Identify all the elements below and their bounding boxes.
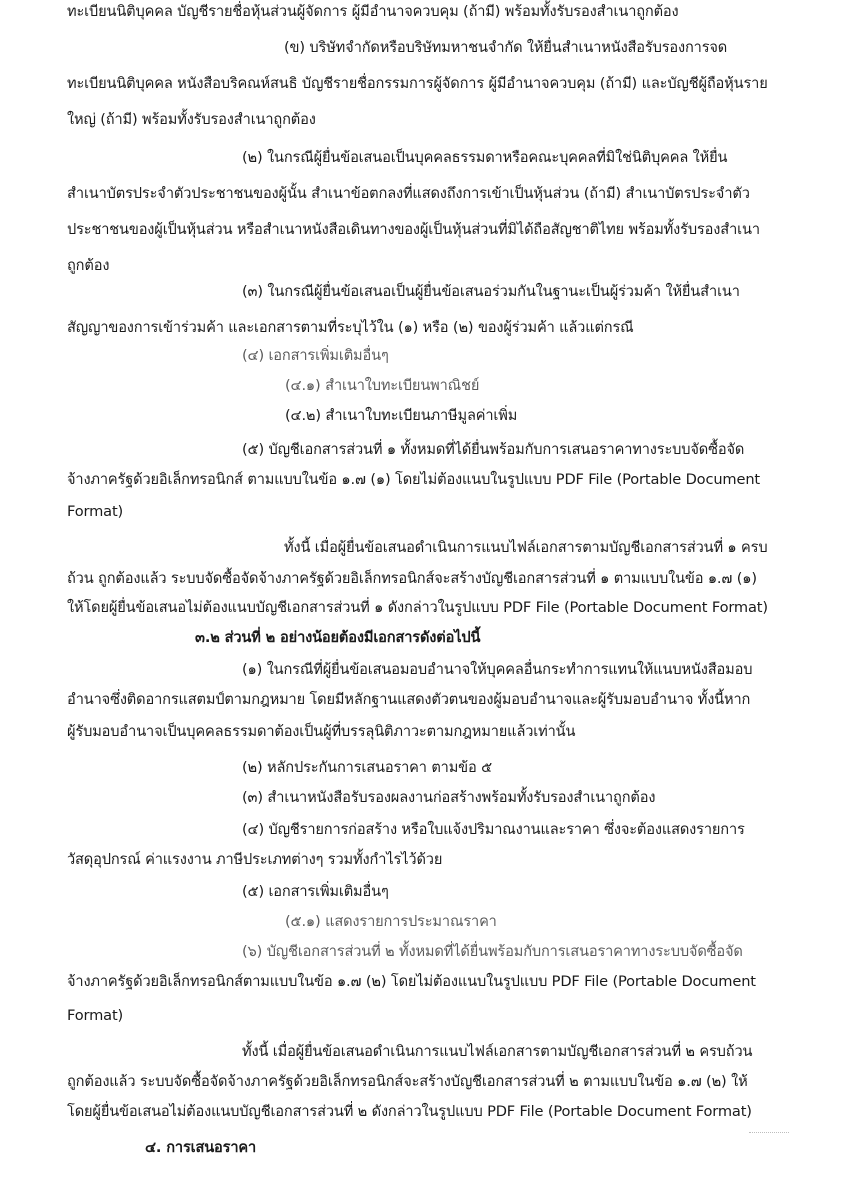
item-4-line: (๔) เอกสารเพิ่มเติมอื่นๆ	[242, 347, 389, 364]
text-line: จ้างภาครัฐด้วยอิเล็กทรอนิกส์ตามแบบในข้อ ๑.๗ (๒) โดยไม่ต้องแนบในรูปแบบ PDF File (Portable Document	[67, 973, 756, 990]
text-line: สำเนาบัตรประจำตัวประชาชนของผู้นั้น สำเนาข้อตกลงที่แสดงถึงการเข้าเป็นหุ้นส่วน (ถ้ามี) สำเนาบัตรประจำตัว	[67, 185, 750, 202]
text-line: ถูกต้อง	[67, 257, 110, 274]
section-heading-3-2: ๓.๒ ส่วนที่ ๒ อย่างน้อยต้องมีเอกสารดังต่อไปนี้	[195, 629, 481, 646]
text-line: อำนาจซึ่งติดอากรแสตมป์ตามกฎหมาย โดยมีหลักฐานแสดงตัวตนของผู้มอบอำนาจและผู้รับมอบอำนาจ ทั้งนี้หาก	[67, 691, 751, 708]
text-line: วัสดุอุปกรณ์ ค่าแรงงาน ภาษีประเภทต่างๆ รวมทั้งกำไรไว้ด้วย	[67, 851, 443, 868]
text-line: Format)	[67, 503, 124, 520]
text-line: ผู้รับมอบอำนาจเป็นบุคคลธรรมดาต้องเป็นผู้ที่บรรลุนิติภาวะตามกฎหมายแล้วเท่านั้น	[67, 723, 576, 740]
item-1-line: (๑) ในกรณีที่ผู้ยื่นข้อเสนอมอบอำนาจให้บุคคลอื่นกระทำการแทนให้แนบหนังสือมอบ	[242, 661, 753, 678]
item-4-line: (๔) บัญชีรายการก่อสร้าง หรือใบแจ้งปริมาณงานและราคา ซึ่งจะต้องแสดงรายการ	[242, 821, 745, 838]
item-4-2-line: (๔.๒) สำเนาใบทะเบียนภาษีมูลค่าเพิ่ม	[285, 407, 518, 424]
section-heading-4: ๔. การเสนอราคา	[145, 1139, 257, 1156]
item-2-line: (๒) หลักประกันการเสนอราคา ตามข้อ ๕	[242, 759, 492, 776]
item-5-line: (๕) บัญชีเอกสารส่วนที่ ๑ ทั้งหมดที่ได้ยื่นพร้อมกับการเสนอราคาทางระบบจัดซื้อจัด	[242, 441, 745, 458]
text-line: ประชาชนของผู้เป็นหุ้นส่วน หรือสำเนาหนังสือเดินทางของผู้เป็นหุ้นส่วนที่มิได้ถือสัญชาติไทย พร้อมทั้งรับรองสำเนา	[67, 221, 760, 238]
note-line: ทั้งนี้ เมื่อผู้ยื่นข้อเสนอดำเนินการแนบไฟล์เอกสารตามบัญชีเอกสารส่วนที่ ๒ ครบถ้วน	[242, 1043, 753, 1060]
scan-specks	[749, 1132, 789, 1137]
item-3-line: (๓) สำเนาหนังสือรับรองผลงานก่อสร้างพร้อมทั้งรับรองสำเนาถูกต้อง	[242, 789, 656, 806]
text-line: จ้างภาครัฐด้วยอิเล็กทรอนิกส์ ตามแบบในข้อ ๑.๗ (๑) โดยไม่ต้องแนบในรูปแบบ PDF File (Portable Document	[67, 471, 760, 488]
text-line: สัญญาของการเข้าร่วมค้า และเอกสารตามที่ระบุไว้ใน (๑) หรือ (๒) ของผู้ร่วมค้า แล้วแต่กรณี	[67, 319, 634, 336]
item-2-line: (๒) ในกรณีผู้ยื่นข้อเสนอเป็นบุคคลธรรมดาหรือคณะบุคคลที่มิใช่นิติบุคคล ให้ยื่น	[242, 149, 728, 166]
text-line: ใหญ่ (ถ้ามี) พร้อมทั้งรับรองสำเนาถูกต้อง	[67, 111, 316, 128]
text-line: โดยผู้ยื่นข้อเสนอไม่ต้องแนบบัญชีเอกสารส่วนที่ ๒ ดังกล่าวในรูปแบบ PDF File (Portable Document Format)	[67, 1103, 752, 1120]
text-line: ถูกต้องแล้ว ระบบจัดซื้อจัดจ้างภาครัฐด้วยอิเล็กทรอนิกส์จะสร้างบัญชีเอกสารส่วนที่ ๒ ตามแบบในข้อ ๑.๗ (๒) ให้	[67, 1073, 748, 1090]
text-line: ทะเบียนนิติบุคคล หนังสือบริคณห์สนธิ บัญชีรายชื่อกรรมการผู้จัดการ ผู้มีอำนาจควบคุม (ถ้ามี) และบัญชีผู้ถือหุ้นราย	[67, 75, 768, 92]
text-line: Format)	[67, 1007, 124, 1024]
text-line: ทะเบียนนิติบุคคล บัญชีรายชื่อหุ้นส่วนผู้จัดการ ผู้มีอำนาจควบคุม (ถ้ามี) พร้อมทั้งรับรองสำเนาถูกต้อง	[67, 3, 679, 20]
item-5-line: (๕) เอกสารเพิ่มเติมอื่นๆ	[242, 883, 389, 900]
item-3-line: (๓) ในกรณีผู้ยื่นข้อเสนอเป็นผู้ยื่นข้อเสนอร่วมกันในฐานะเป็นผู้ร่วมค้า ให้ยื่นสำเนา	[242, 283, 740, 300]
text-line: ถ้วน ถูกต้องแล้ว ระบบจัดซื้อจัดจ้างภาครัฐด้วยอิเล็กทรอนิกส์จะสร้างบัญชีเอกสารส่วนที่ ๑ ตามแบบในข้อ ๑.๗ (๑)	[67, 570, 757, 587]
note-line: ทั้งนี้ เมื่อผู้ยื่นข้อเสนอดำเนินการแนบไฟล์เอกสารตามบัญชีเอกสารส่วนที่ ๑ ครบ	[284, 539, 768, 556]
item-4-1-line: (๔.๑) สำเนาใบทะเบียนพาณิชย์	[285, 377, 480, 394]
item-5-1-line: (๕.๑) แสดงรายการประมาณราคา	[285, 913, 497, 930]
clause-b-line: (ข) บริษัทจำกัดหรือบริษัทมหาชนจำกัด ให้ยื่นสำเนาหนังสือรับรองการจด	[284, 39, 728, 56]
item-6-line: (๖) บัญชีเอกสารส่วนที่ ๒ ทั้งหมดที่ได้ยื่นพร้อมกับการเสนอราคาทางระบบจัดซื้อจัด	[242, 943, 743, 960]
text-line: ให้โดยผู้ยื่นข้อเสนอไม่ต้องแนบบัญชีเอกสารส่วนที่ ๑ ดังกล่าวในรูปแบบ PDF File (Portable Document Format)	[67, 599, 768, 616]
